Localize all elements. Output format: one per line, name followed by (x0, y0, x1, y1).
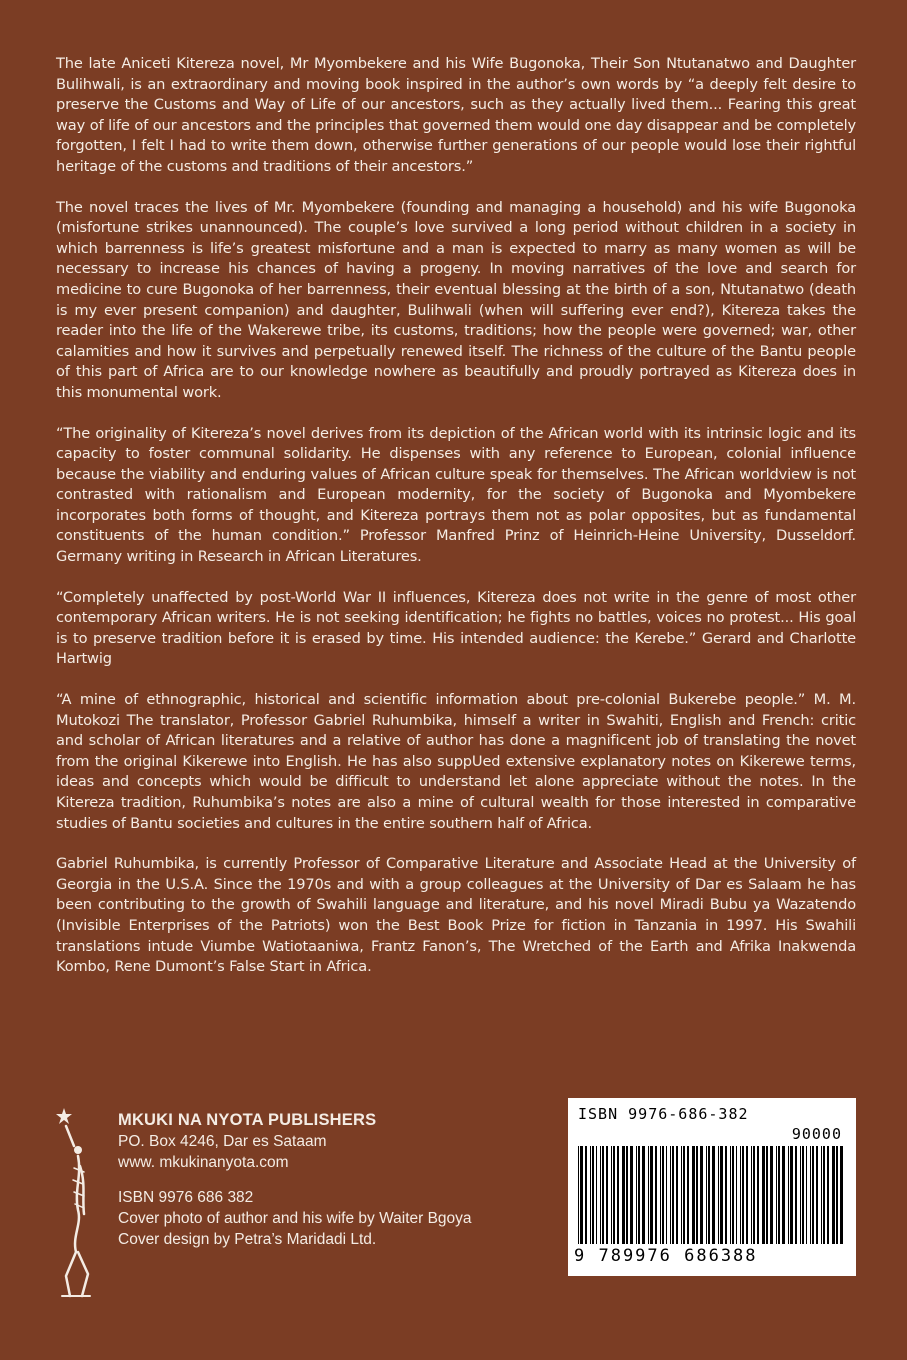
barcode-bar (836, 1146, 838, 1244)
barcode-bar (606, 1146, 608, 1244)
barcode-bar (692, 1146, 695, 1244)
barcode-bar (638, 1146, 640, 1244)
barcode-bar (670, 1146, 671, 1244)
publisher-name: MKUKI NA NYOTA PUBLISHERS (118, 1111, 377, 1129)
barcode-bar (730, 1146, 731, 1244)
barcode-bar (790, 1146, 793, 1244)
barcode-bar (720, 1146, 723, 1244)
barcode-bar (757, 1146, 759, 1244)
barcode-bar (592, 1146, 594, 1244)
barcode-bar (788, 1146, 789, 1244)
photo-credit: Cover photo of author and his wife by Waiter Bgoya (118, 1210, 472, 1227)
barcode-bar (626, 1146, 628, 1244)
barcode-bar (636, 1146, 637, 1244)
barcode-bar (642, 1146, 645, 1244)
barcode-bar (700, 1146, 703, 1244)
barcode-bar (596, 1146, 597, 1244)
barcode-bar (810, 1146, 811, 1244)
barcode-bar (630, 1146, 633, 1244)
barcode-bar (732, 1146, 734, 1244)
barcode-bar (832, 1146, 835, 1244)
barcode-bar (751, 1146, 752, 1244)
barcode-bar (696, 1146, 698, 1244)
publisher-footer (56, 1098, 856, 1298)
barcode-isbn-label: ISBN 9976-686-382 (578, 1105, 749, 1123)
barcode-bar (600, 1146, 601, 1244)
barcode-bar (740, 1146, 741, 1244)
barcode-bar (617, 1146, 619, 1244)
barcode-bar (827, 1146, 829, 1244)
barcode-bar (611, 1146, 612, 1244)
isbn-text: ISBN 9976 686 382 (118, 1189, 254, 1206)
barcode-bar (821, 1146, 822, 1244)
publisher-address: PO. Box 4246, Dar es Sataam (118, 1133, 327, 1150)
barcode-bars (576, 1146, 848, 1244)
barcode-bar (746, 1146, 748, 1244)
barcode-bar (762, 1146, 765, 1244)
publisher-info (118, 1110, 588, 1250)
barcode-bar (578, 1146, 579, 1244)
barcode-bar (580, 1146, 583, 1244)
back-cover-blurb (56, 54, 856, 998)
barcode-bar (622, 1146, 625, 1244)
barcode-bar (770, 1146, 773, 1244)
barcode-bar (602, 1146, 604, 1244)
barcode-bar (766, 1146, 768, 1244)
blurb-paragraph: The late Aniceti Kitereza novel, Mr Myombekere and his Wife Bugonoka, Their Son Ntutanatwo and Daughter Bulihwali, is an extraordinary and moving book inspired in the author’s own words by “a deeply felt desire to preserve the Customs and Way of Life of our ancestors, such as they actually lived them... Fearing this great way of life of our ancestors and the principles that governed them would one day disappear and be completely forgotten, I felt I had to write them down, otherwise further generations of our people would lose their rightful heritage of the customs and traditions of their ancestors.” (56, 55, 856, 175)
publisher-website: www. mkukinanyota.com (118, 1154, 289, 1171)
barcode-bar (778, 1146, 780, 1244)
barcode-bar (655, 1146, 657, 1244)
barcode-bar (802, 1146, 804, 1244)
barcode-bar (687, 1146, 689, 1244)
barcode-bar (662, 1146, 664, 1244)
barcode-bar (660, 1146, 661, 1244)
barcode-bar (736, 1146, 737, 1244)
barcode-bar (742, 1146, 744, 1244)
figure-with-star-logo-icon (56, 1106, 96, 1298)
barcode-bar (613, 1146, 615, 1244)
blurb-paragraph: Gabriel Ruhumbika, is currently Professor of Comparative Literature and Associate Head at the University of Georgia in the U.S.A. Since the 1970s and with a group colleagues at the University of Dar es Salaam he has been contributing to the growth of Swahili language and literature, and his novel Miradi Bubu ya Wazatendo (Invisible Enterprises of the Patriots) won the Best Book Prize for fiction in Tanzania in 1997. His Swahili translations intude Viumbe Watiotaaniwa, Frantz Fanon’s, The Wretched of the Earth and Afrika Inakwenda Kombo, Rene Dumont’s False Start in Africa. (56, 855, 856, 976)
barcode-box (568, 1098, 856, 1276)
barcode-bar (712, 1146, 715, 1244)
barcode-bar (806, 1146, 807, 1244)
barcode-bar (812, 1146, 814, 1244)
design-credit: Cover design by Petra’s Maridadi Ltd. (118, 1231, 377, 1248)
barcode-bar (590, 1146, 591, 1244)
barcode-ean-digits: 9 789976 686388 (574, 1246, 758, 1266)
spacer (118, 1173, 588, 1187)
barcode-bar (708, 1146, 710, 1244)
barcode-bar (585, 1146, 587, 1244)
barcode-bar (800, 1146, 801, 1244)
blurb-paragraph: The novel traces the lives of Mr. Myombekere (founding and managing a household) and his wife Bugonoka (misfortune strikes unannounced). The couple’s love survived a long period without children in a society in which barrenness is life’s greatest misfortune and a man is expected to marry as many women as will be necessary to increase his chances of having a progeny. In moving narratives of the love and search for medicine to cure Bugonoka of her barrenness, their eventual blessing at the birth of a son, Ntutanatwo (death is my ever present companion) and daughter, Bulihwali (when will suffering ever end?), Kitereza takes the reader into the life of the Wakerewe tribe, its customs, traditions; how the people were governed; war, other calamities and how it survives and perpetually renewed itself. The richness of the culture of the Bantu people of this part of Africa are to our knowledge nowhere as beautifully and proudly portrayed as Kitereza does in this monumental work. (56, 198, 856, 401)
barcode-bar (776, 1146, 777, 1244)
barcode-bar (681, 1146, 682, 1244)
barcode-bar (672, 1146, 674, 1244)
barcode-bar (706, 1146, 707, 1244)
barcode-bar (782, 1146, 785, 1244)
barcode-bar (753, 1146, 755, 1244)
barcode-bar (648, 1146, 649, 1244)
barcode-bar (650, 1146, 653, 1244)
barcode-bar (666, 1146, 667, 1244)
blurb-paragraph: “The originality of Kitereza’s novel derives from its depiction of the African world with its intrinsic logic and its capacity to foster communal solidarity. He dispenses with any reference to European, colonial influence because the viability and enduring values of African culture speak for themselves. The African worldview is not contrasted with rationalism and European modernity, for the society of Bugonoka and Myombekere incorporates both forms of thought, and Kitereza portrays them not as polar opposites, but as fundamental constituents of the human condition.” Professor Manfred Prinz of Heinrich-Heine University, Dusseldorf. Germany writing in Research in African Literatures. (56, 424, 856, 566)
barcode-bar (718, 1146, 719, 1244)
barcode-bar (816, 1146, 818, 1244)
barcode-bar (840, 1146, 843, 1244)
barcode-price-code: 90000 (791, 1125, 842, 1143)
barcode-bar (676, 1146, 678, 1244)
blurb-paragraph: “A mine of ethnographic, historical and scientific information about pre-colonial Bukerebe people.” M. M. Mutokozi The translator, Professor Gabriel Ruhumbika, himself a writer in Swahiti, English and French: critic and scholar of African literatures and a relative of author has done a magnificent job of translating the novet from the original Kikerewe into English. He has also suppUed extensive explanatory notes on Kikerewe terms, ideas and concepts which would be difficult to understand let alone appreciate without the notes. In the Kitereza tradition, Ruhumbika’s notes are also a mine of cultural wealth for those interested in comparative studies of Bantu societies and cultures in the entire southern half of Africa. (56, 691, 856, 832)
barcode-bar (795, 1146, 797, 1244)
barcode-bar (823, 1146, 825, 1244)
blurb-paragraph: “Completely unaffected by post-World War II influences, Kitereza does not write in the genre of most other contemporary African writers. He is not seeking identification; he fights no battles, voices no protest... His goal is to preserve tradition before it is erased by time. His intended audience: the Kerebe.” Gerard and Charlotte Hartwig (56, 588, 856, 668)
barcode-bar (683, 1146, 685, 1244)
barcode-bar (725, 1146, 727, 1244)
